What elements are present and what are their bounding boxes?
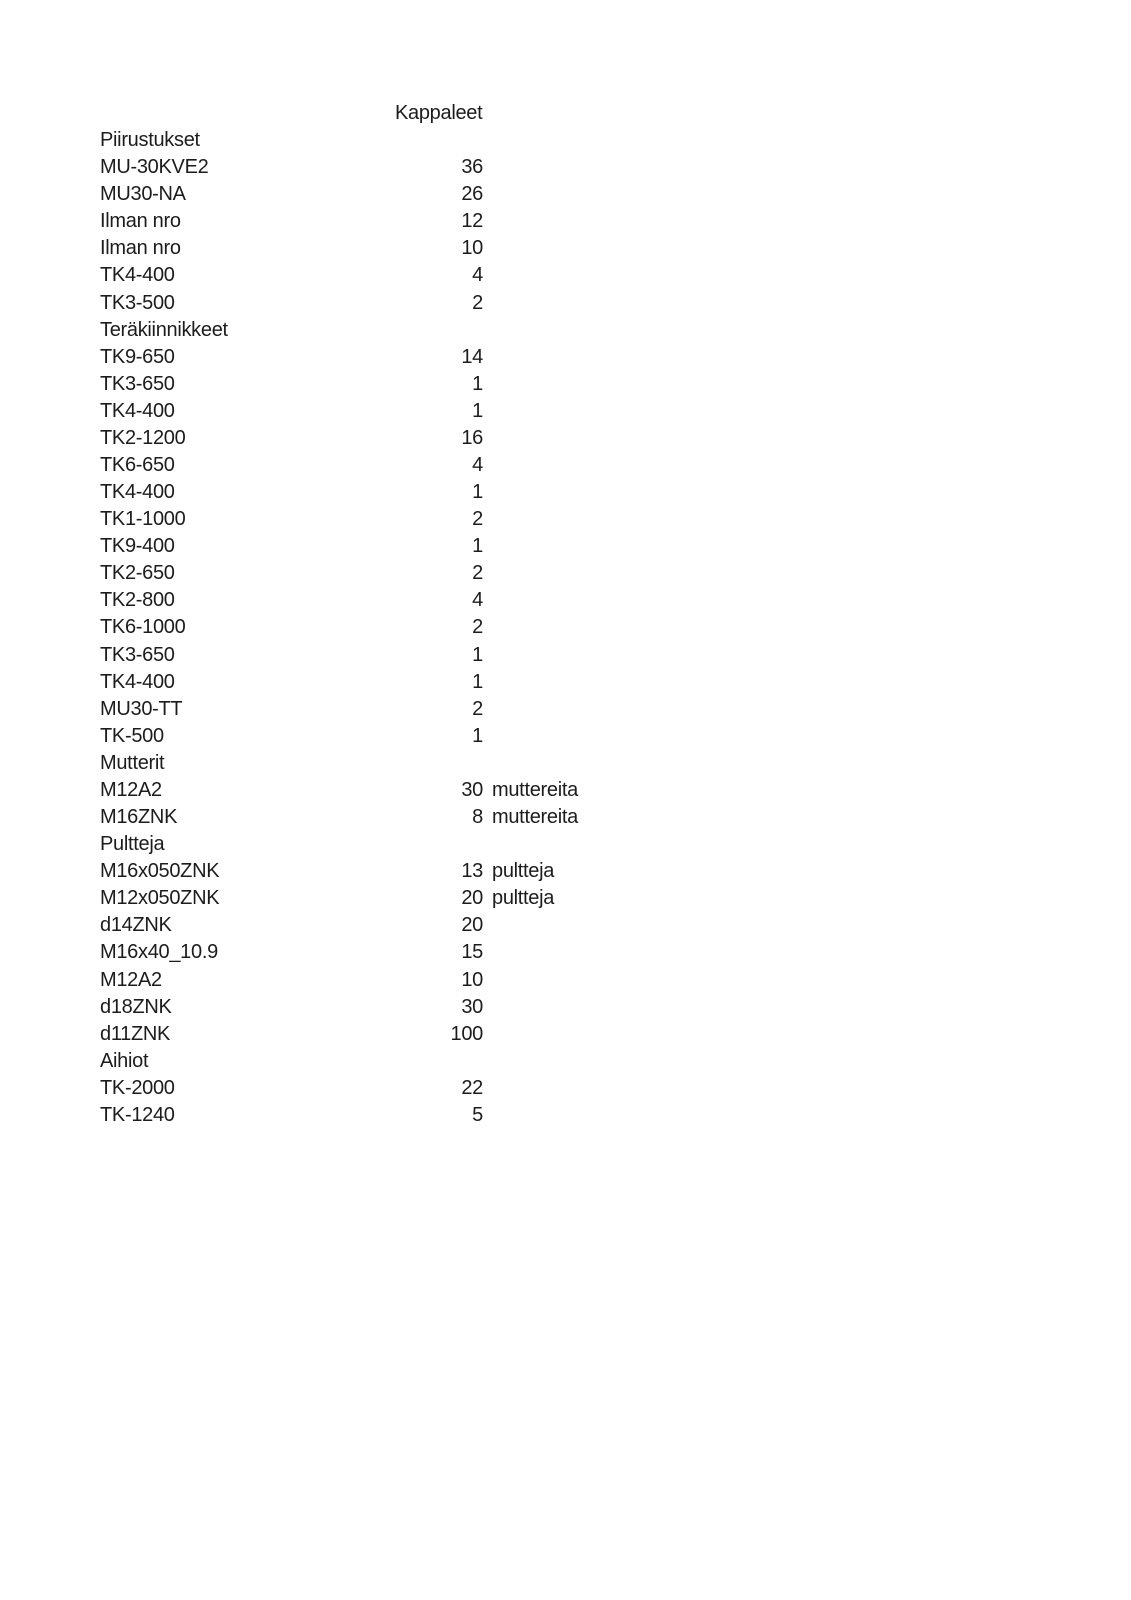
item-quantity: 2 [472,697,483,720]
table-row [100,452,1030,479]
item-quantity: 1 [472,535,483,558]
parts-list [100,127,1030,1129]
table-row [100,994,1030,1021]
table-row [100,858,1030,885]
item-label: d18ZNK [100,995,172,1018]
table-row [100,154,1030,181]
item-quantity: 4 [472,264,483,287]
table-row [100,235,1030,262]
item-label: Ilman nro [100,210,181,233]
item-quantity: 8 [472,806,483,829]
table-row [100,398,1030,425]
item-quantity: 5 [472,1103,483,1126]
table-row [100,506,1030,533]
table-row [100,371,1030,398]
item-label: TK3-650 [100,643,175,666]
section-row [100,750,1030,777]
item-label: Ilman nro [100,237,181,260]
section-label: Teräkiinnikkeet [100,318,228,341]
item-label: TK1-1000 [100,508,186,531]
item-quantity: 2 [472,291,483,314]
item-quantity: 20 [461,887,483,910]
table-row [100,587,1030,614]
item-quantity: 2 [472,508,483,531]
item-unit: muttereita [492,778,578,801]
item-label: TK-500 [100,724,164,747]
item-unit: pultteja [492,887,555,910]
item-quantity: 4 [472,589,483,612]
table-row [100,912,1030,939]
item-quantity: 10 [461,237,483,260]
item-label: TK3-500 [100,291,175,314]
table-row [100,939,1030,966]
table-row [100,723,1030,750]
section-label: Pultteja [100,833,165,856]
table-row [100,262,1030,289]
item-label: TK6-1000 [100,616,186,639]
section-label: Aihiot [100,1049,149,1072]
item-quantity: 1 [472,670,483,693]
table-row [100,804,1030,831]
item-quantity: 1 [472,481,483,504]
item-label: TK2-650 [100,562,175,585]
table-row [100,614,1030,641]
table-row [100,181,1030,208]
item-unit: pultteja [492,860,555,883]
item-label: MU-30KVE2 [100,156,209,179]
item-quantity: 36 [461,156,483,179]
item-label: M16ZNK [100,806,178,829]
table-row [100,967,1030,994]
item-quantity: 4 [472,454,483,477]
item-label: TK-2000 [100,1076,175,1099]
item-quantity: 15 [461,941,483,964]
item-quantity: 12 [461,210,483,233]
section-row [100,1048,1030,1075]
table-row [100,1102,1030,1129]
item-label: TK3-650 [100,372,175,395]
item-quantity: 30 [461,778,483,801]
section-label: Piirustukset [100,129,200,152]
item-label: TK9-650 [100,345,175,368]
item-quantity: 16 [461,426,483,449]
item-label: TK2-1200 [100,426,186,449]
item-quantity: 2 [472,562,483,585]
item-unit: muttereita [492,806,578,829]
section-row [100,317,1030,344]
item-label: M12A2 [100,778,162,801]
item-label: MU30-TT [100,697,183,720]
item-quantity: 100 [450,1022,483,1045]
table-row [100,560,1030,587]
item-label: TK2-800 [100,589,175,612]
item-label: MU30-NA [100,183,186,206]
table-row [100,696,1030,723]
section-row [100,127,1030,154]
table-row [100,885,1030,912]
item-label: TK6-650 [100,454,175,477]
item-quantity: 13 [461,860,483,883]
item-label: TK4-400 [100,670,175,693]
item-quantity: 22 [461,1076,483,1099]
item-label: M16x050ZNK [100,860,220,883]
table-row [100,669,1030,696]
table-row [100,425,1030,452]
section-row [100,831,1030,858]
table-row [100,1021,1030,1048]
table-row [100,208,1030,235]
table-row [100,290,1030,317]
item-quantity: 14 [461,345,483,368]
item-label: M12x050ZNK [100,887,220,910]
item-label: d11ZNK [100,1022,171,1045]
table-row [100,642,1030,669]
table-row [100,777,1030,804]
table-row [100,344,1030,371]
table-row [100,533,1030,560]
item-label: TK4-400 [100,264,175,287]
item-label: TK9-400 [100,535,175,558]
item-quantity: 1 [472,372,483,395]
item-quantity: 20 [461,914,483,937]
item-label: TK4-400 [100,481,175,504]
item-quantity: 30 [461,995,483,1018]
quantity-column-header: Kappaleet [395,102,483,124]
item-label: M16x40_10.9 [100,941,218,964]
table-row [100,479,1030,506]
document-page [100,100,1030,1129]
item-quantity: 26 [461,183,483,206]
item-quantity: 2 [472,616,483,639]
table-header-row [100,100,1030,127]
item-label: d14ZNK [100,914,172,937]
section-label: Mutterit [100,751,165,774]
item-quantity: 10 [461,968,483,991]
table-row [100,1075,1030,1102]
item-quantity: 1 [472,724,483,747]
item-label: TK-1240 [100,1103,175,1126]
item-label: TK4-400 [100,399,175,422]
item-quantity: 1 [472,399,483,422]
item-label: M12A2 [100,968,162,991]
item-quantity: 1 [472,643,483,666]
